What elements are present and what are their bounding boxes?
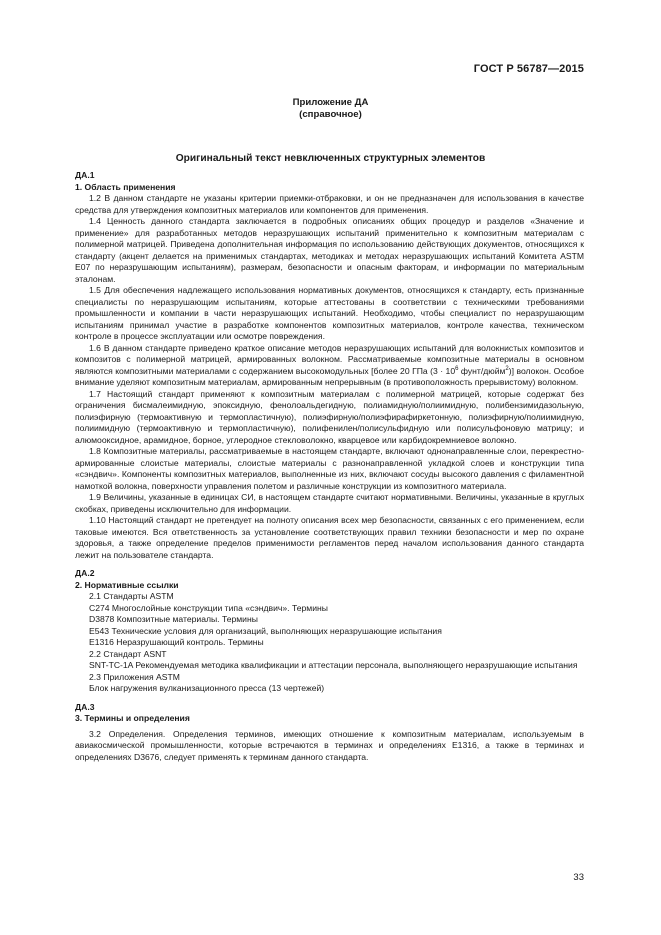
appendix-title: Приложение ДА — [292, 97, 369, 108]
paragraph-1-4: 1.4 Ценность данного стандарта заключается в подробных описаниях общих процедур и разделов «Значение и применение» для разработанных методов неразрушающих испытаний применительно к композитным материалам с полимерной матрицей. Приведена дополнительная информация по использованию действующих документов, относящихся к стандарту (акцент делается на применимых стандартах, методиках и методах неразрушающих испытаний Комитета ASTM E07 по неразрушающим испытаниям), размерам, безопасности и опасным факторам, и информации по материальным эталонам. — [75, 216, 584, 284]
reference-item: 2.2 Стандарт ASNT — [89, 648, 167, 659]
paragraph-1-10: 1.10 Настоящий стандарт не претендует на полноту описания всех мер безопасности, связанных с его применением, если таковые имеются. Вся ответственность за установление соответствующих правил техники безопасности и мер по охране здоровья, а также определение пределов применимости регламентов перед началом использования данного стандарта лежит на пользователе стандарта. — [75, 515, 584, 560]
paragraph-1-5: 1.5 Для обеспечения надлежащего использования нормативных документов, относящихся к стандарту, есть признанные специалисты по неразрушающим испытаниям, которые аттестованы в соответствии с техническими требованиями промышленности и компании в части неразрушающих испытаний. Необходимо, чтобы специалист по неразрушающим испытаниям принимал участие в разработке компонентов композитных материалов, контроле качества, техническом контроле в процессе эксплуатации или осмотре повреждения. — [75, 285, 584, 341]
reference-item-snt: SNT-TC-1A Рекомендуемая методика квалификации и аттестации персонала, выполняющего неразрушающие испытания — [89, 660, 578, 670]
section-3-title: 3. Термины и определения — [75, 713, 190, 723]
reference-item: E543 Технические условия для организаций, выполняющих неразрушающие испытания — [89, 625, 442, 636]
appendix-subtitle: (справочное) — [299, 109, 362, 120]
reference-item: D3878 Композитные материалы. Термины — [89, 614, 258, 624]
standard-header: ГОСТ Р 56787—2015 — [473, 63, 584, 75]
document-body — [75, 170, 584, 763]
reference-item: 2.3 Приложения ASTM — [89, 671, 180, 682]
paragraph-1-6-part-a: 1.6 В данном стандарте приведено краткое описание методов неразрушающих испытаний для волокнистых композитов и композитов с полимерной матрицей, армированных волокном. Рассматриваемые композитные материалы в основном являются композитными материалами с содержанием высокомодульных [более 20 ГПа (3 · 10 — [75, 342, 584, 376]
reference-item: E1316 Неразрушающий контроль. Термины — [89, 637, 264, 647]
paragraph-1-7: 1.7 Настоящий стандарт применяют к композитным материалам с полимерной матрицей, которые содержат без ограничения бисмалеимидную, эпоксидную, фенолоальдегидную, полиамидную/полиимидную, полибензимидазольную, полиэфирную (термоактивную и термопластичную), полиэфирную/полиэфирафиркетонную, полиэфирную/полиимидную, полиимидную (термоактивную и термопластичную), полифенилен/полисульфидную или полисульфоновую матрицу; и алюмооксидное, арамидное, борное, углеродное стекловолокно, кварцевое или карбидокремниевое волокно. — [75, 388, 584, 445]
paragraph-1-6-part-b: фунт/дюйм — [458, 365, 506, 376]
paragraph-1-6-part-c: )] волокон. Особое внимание уделяют композитным материалам, армированным непрерывным (в противоположность прерывистому) волокном. — [75, 365, 584, 387]
page-number: 33 — [573, 872, 584, 883]
superscript-exponent: 6 — [455, 365, 459, 372]
main-title: Оригинальный текст невключенных структурных элементов — [175, 153, 486, 164]
superscript-square: 2 — [505, 365, 509, 372]
section-3-id: ДА.3 — [75, 701, 95, 712]
paragraph-3-2: 3.2 Определения. Определения терминов, имеющих отношение к композитным материалам, используемым в авиакосмической промышленности, которые встречаются в терминах и определениях E1316, а также в терминах и определениях D3676, следует применять к терминам данного стандарта. — [75, 728, 584, 762]
section-1-title: 1. Область применения — [75, 181, 176, 192]
paragraph-1-9: 1.9 Величины, указанные в единицах СИ, в настоящем стандарте считают нормативными. Величины, указанные в круглых скобках, приведены исключительно для информации. — [75, 492, 584, 514]
section-1-id: ДА.1 — [75, 170, 95, 180]
reference-item: 2.1 Стандарты ASTM — [89, 591, 174, 601]
reference-item: C274 Многослойные конструкции типа «сэндвич». Термины — [89, 602, 328, 613]
section-2-title: 2. Нормативные ссылки — [75, 579, 179, 590]
section-2-id: ДА.2 — [75, 568, 95, 578]
paragraph-1-8: 1.8 Композитные материалы, рассматриваемые в настоящем стандарте, включают однонаправленные слои, перекрестно-армированные слоистые материалы, слоистые материалы с разнонаправленной укладкой слоев и конструкции типа «сэндвич». Компоненты композитных материалов, выполненные из них, включают сосуды высокого давления с филаментной намоткой волокна, поверхности управления полетом и различные конструкции из композитного материала. — [75, 446, 584, 491]
reference-item: Блок нагружения вулканизационного пресса (13 чертежей) — [89, 683, 325, 693]
paragraph-1-2: 1.2 В данном стандарте не указаны критерии приемки-отбраковки, и он не предназначен для использования в качестве средства для утверждения композитных материалов или компонентов для применения. — [75, 193, 584, 215]
paragraph-1-6 — [75, 343, 584, 389]
